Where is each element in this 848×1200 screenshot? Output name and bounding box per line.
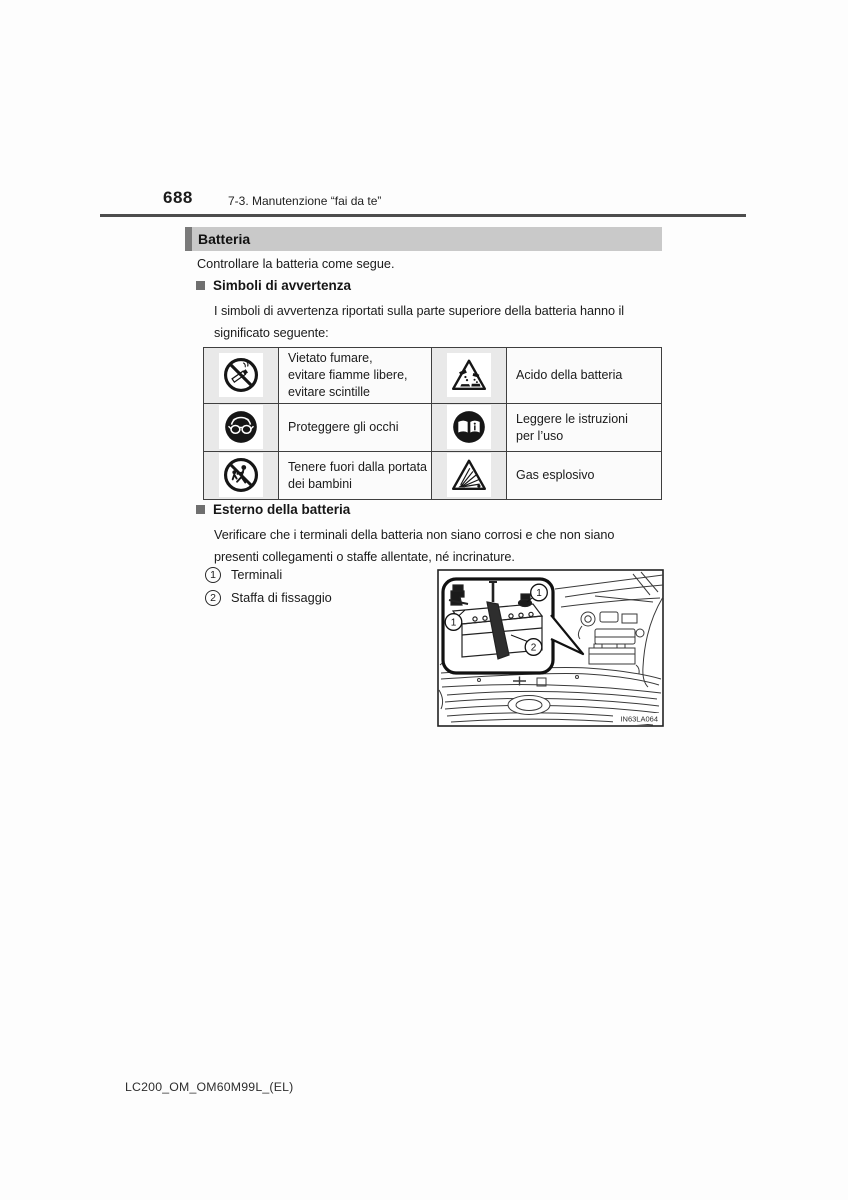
list-item-label: Terminali: [231, 567, 283, 582]
symbol-label: Gas esplosivo: [516, 468, 595, 482]
page-number: 688: [163, 188, 193, 207]
table-cell-icon: [432, 452, 507, 500]
square-bullet-icon: [196, 281, 205, 290]
table-cell-text: [507, 452, 662, 500]
symbol-label: Acido della batteria: [516, 368, 623, 382]
list-item: [205, 566, 332, 583]
table-cell-icon: [432, 404, 507, 452]
table-cell-icon: [204, 404, 279, 452]
table-cell-text: [507, 404, 662, 452]
figure-callout-1b: 1: [450, 617, 457, 629]
footer-document-code: LC200_OM_OM60M99L_(EL): [125, 1080, 294, 1094]
table-cell-text: [279, 452, 432, 500]
symbols-heading-label: Simboli di avvertenza: [213, 278, 352, 293]
exterior-description: Verificare che i terminali della batteria non siano corrosi e che non siano presenti collegamenti o staffe allentate, né incrinature.: [214, 528, 615, 564]
symbol-label: Tenere fuori dalla portata dei bambini: [288, 459, 427, 491]
figure-callout-2: 2: [530, 642, 537, 654]
section-title: Batteria: [198, 231, 251, 247]
warning-symbols-table: [203, 347, 662, 500]
header-rule: [100, 214, 746, 217]
square-bullet-icon: [196, 505, 205, 514]
table-row: [204, 452, 662, 500]
no-smoking-icon: [219, 353, 263, 397]
circled-number: 2: [205, 590, 221, 606]
exterior-heading: [196, 502, 350, 517]
chapter-title: 7-3. Manutenzione “fai da te”: [228, 194, 382, 208]
battery-acid-icon: [447, 353, 491, 397]
table-cell-text: [279, 348, 432, 404]
eye-protection-icon: [219, 405, 263, 449]
read-instructions-icon: [447, 405, 491, 449]
section-title-bar: [185, 227, 662, 251]
figure-code: IN63LA064: [620, 714, 658, 724]
circled-number: 1: [205, 567, 221, 583]
section-intro: Controllare la batteria come segue.: [197, 257, 395, 271]
engine-bay-illustration: [437, 569, 664, 727]
section-bar-accent: [185, 227, 192, 251]
table-cell-icon: [432, 348, 507, 404]
symbol-label: Proteggere gli occhi: [288, 420, 399, 434]
symbol-label: Vietato fumare, evitare fiamme libere, evitare scintille: [288, 351, 408, 399]
explosive-gas-icon: [447, 453, 491, 497]
table-cell-text: [279, 404, 432, 452]
table-cell-text: [507, 348, 662, 404]
symbols-description: I simboli di avvertenza riportati sulla parte superiore della batteria hanno il significato seguente:: [214, 304, 625, 340]
list-item-label: Staffa di fissaggio: [231, 590, 332, 605]
table-row: [204, 348, 662, 404]
symbols-heading: [196, 278, 351, 293]
list-item: [205, 589, 332, 606]
table-cell-icon: [204, 348, 279, 404]
battery-location-figure: [437, 569, 664, 727]
exterior-heading-label: Esterno della batteria: [213, 502, 351, 517]
keep-away-children-icon: [219, 453, 263, 497]
table-row: [204, 404, 662, 452]
figure-callout-1: 1: [536, 588, 542, 599]
table-cell-icon: [204, 452, 279, 500]
callout-list: [205, 566, 332, 612]
symbol-label: Leggere le istruzioni per l’uso: [516, 411, 628, 443]
